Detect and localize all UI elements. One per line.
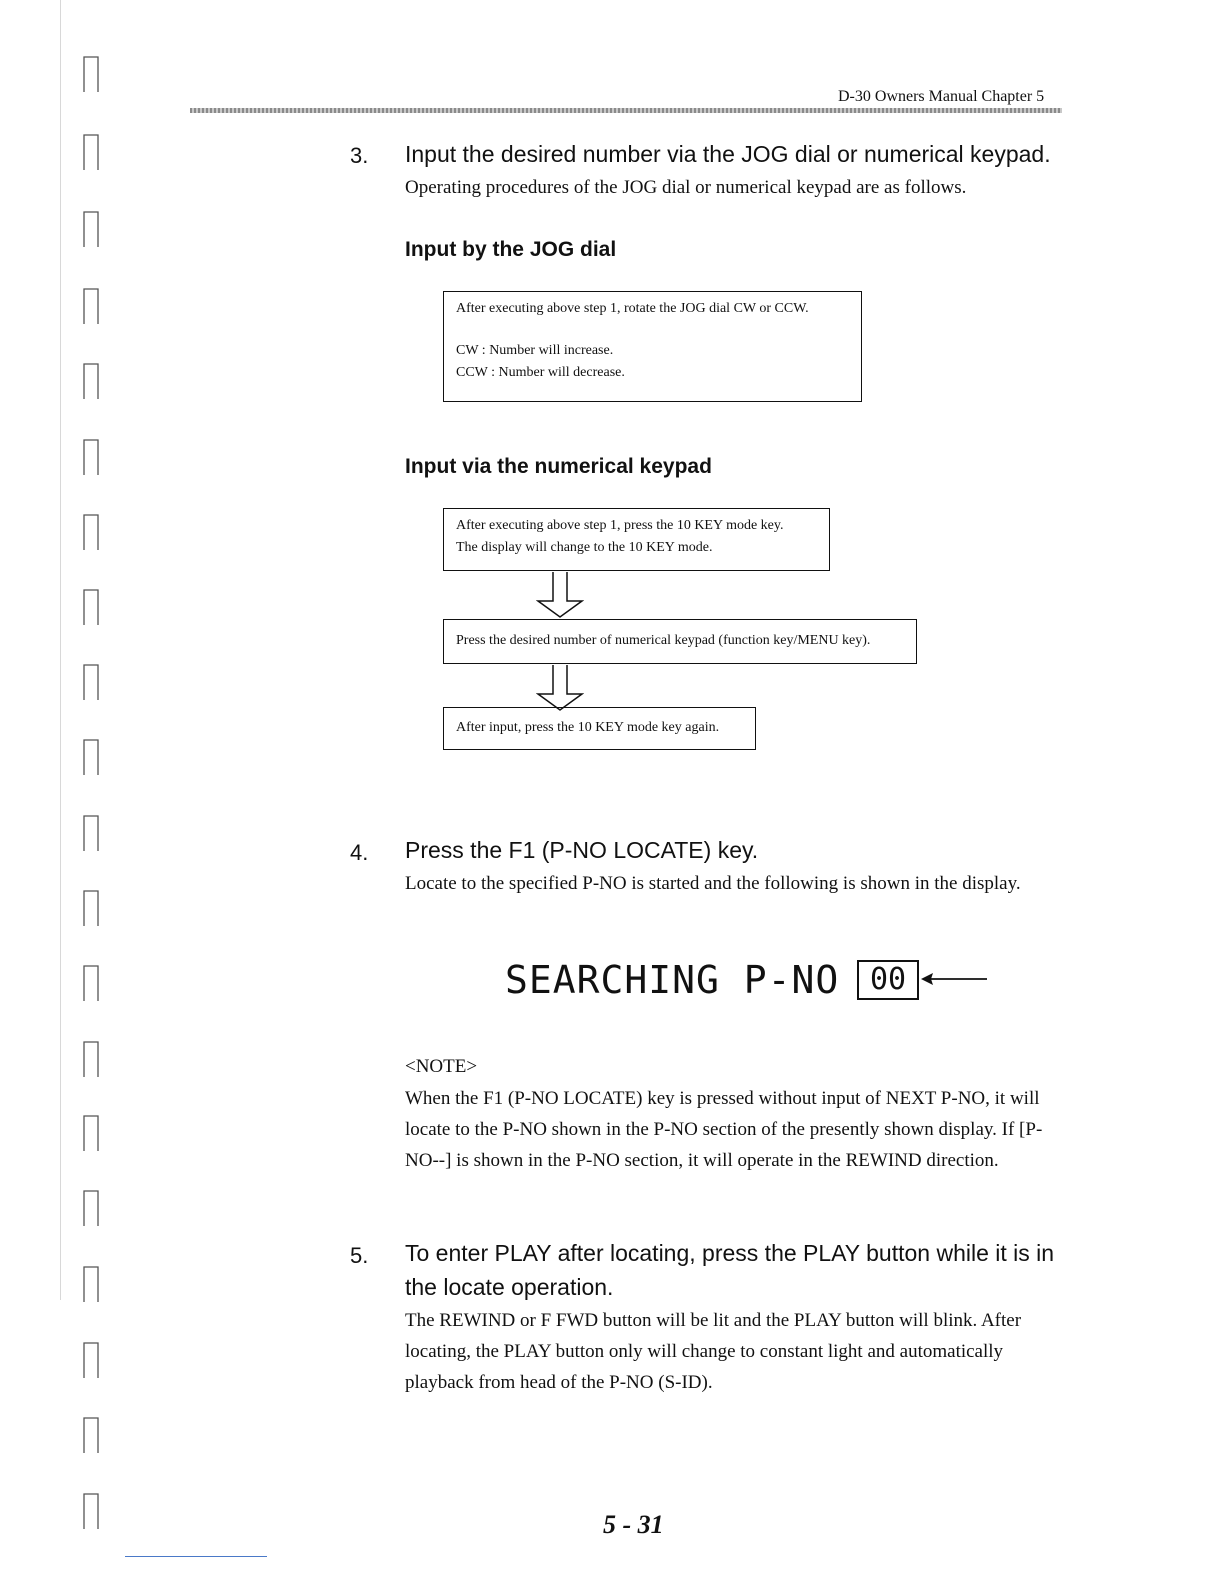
keypad-line: Press the desired number of numerical keypad (function key/MENU key). xyxy=(456,633,871,648)
punch-hole-icon xyxy=(83,362,99,400)
keypad-step-box xyxy=(443,707,756,750)
punch-hole-icon xyxy=(83,964,99,1002)
punch-hole-icon xyxy=(83,55,99,93)
punch-hole-icon xyxy=(83,814,99,852)
keypad-step-box xyxy=(443,619,917,664)
punch-hole-icon xyxy=(83,133,99,171)
step-title: Input the desired number via the JOG dial or numerical keypad. xyxy=(405,141,1051,167)
jog-line: After executing above step 1, rotate the JOG dial CW or CCW. xyxy=(456,301,809,316)
step-body: The REWIND or F FWD button will be lit and the PLAY button will blink. After locating, the PLAY button only will change to constant light and automatically playback from head of the P-NO (S-ID). xyxy=(405,1310,1022,1393)
keypad-line: The display will change to the 10 KEY mode. xyxy=(456,540,713,555)
punch-hole-icon xyxy=(83,1492,99,1530)
punch-hole-icon xyxy=(83,1189,99,1227)
step-number: 3. xyxy=(350,143,369,168)
binding-line xyxy=(60,0,61,1300)
lcd-display-text: SEARCHING P-NO xyxy=(505,958,840,1002)
jog-line: CCW : Number will decrease. xyxy=(456,365,625,380)
step-body: Operating procedures of the JOG dial or numerical keypad are as follows. xyxy=(405,177,967,198)
header-rule xyxy=(190,108,1062,113)
punch-hole-icon xyxy=(83,889,99,927)
punch-hole-icon xyxy=(83,1040,99,1078)
step-title: To enter PLAY after locating, press the PLAY button while it is in the locate operation. xyxy=(405,1240,1055,1300)
punch-hole-icon xyxy=(83,588,99,626)
page-number: 5 - 31 xyxy=(603,1510,664,1539)
keypad-line: After executing above step 1, press the 10 KEY mode key. xyxy=(456,518,784,533)
punch-hole-icon xyxy=(83,287,99,325)
lcd-display-value: 00 xyxy=(857,960,919,1000)
down-arrow-icon xyxy=(536,664,584,712)
down-arrow-icon xyxy=(536,571,584,619)
punch-hole-icon xyxy=(83,663,99,701)
keypad-step-box xyxy=(443,508,830,571)
punch-hole-icon xyxy=(83,1416,99,1454)
punch-hole-icon xyxy=(83,210,99,248)
footer-link-line xyxy=(125,1556,267,1557)
step-body: Locate to the specified P-NO is started and the following is shown in the display. xyxy=(405,873,1021,894)
running-header: D-30 Owners Manual Chapter 5 xyxy=(838,88,1045,105)
keypad-line: After input, press the 10 KEY mode key again. xyxy=(456,720,720,735)
jog-instructions-box xyxy=(443,291,862,402)
punch-hole-icon xyxy=(83,438,99,476)
punch-hole-icon xyxy=(83,1114,99,1152)
left-arrow-icon xyxy=(919,969,989,989)
step-title: Press the F1 (P-NO LOCATE) key. xyxy=(405,837,759,863)
step-number: 5. xyxy=(350,1243,369,1268)
punch-hole-icon xyxy=(83,1341,99,1379)
punch-hole-icon xyxy=(83,1265,99,1303)
punch-hole-icon xyxy=(83,513,99,551)
step-number: 4. xyxy=(350,840,369,865)
keypad-heading: Input via the numerical keypad xyxy=(405,455,712,478)
jog-heading: Input by the JOG dial xyxy=(405,238,617,261)
note-text: When the F1 (P-NO LOCATE) key is pressed without input of NEXT P-NO, it will locate to the P-NO shown in the P-NO section of the presently shown display. If [P-NO--] is shown in the P-NO section, it will operate in the REWIND direction. xyxy=(405,1088,1043,1171)
note-label: <NOTE> xyxy=(405,1056,478,1077)
jog-line: CW : Number will increase. xyxy=(456,343,614,358)
punch-hole-icon xyxy=(83,738,99,776)
